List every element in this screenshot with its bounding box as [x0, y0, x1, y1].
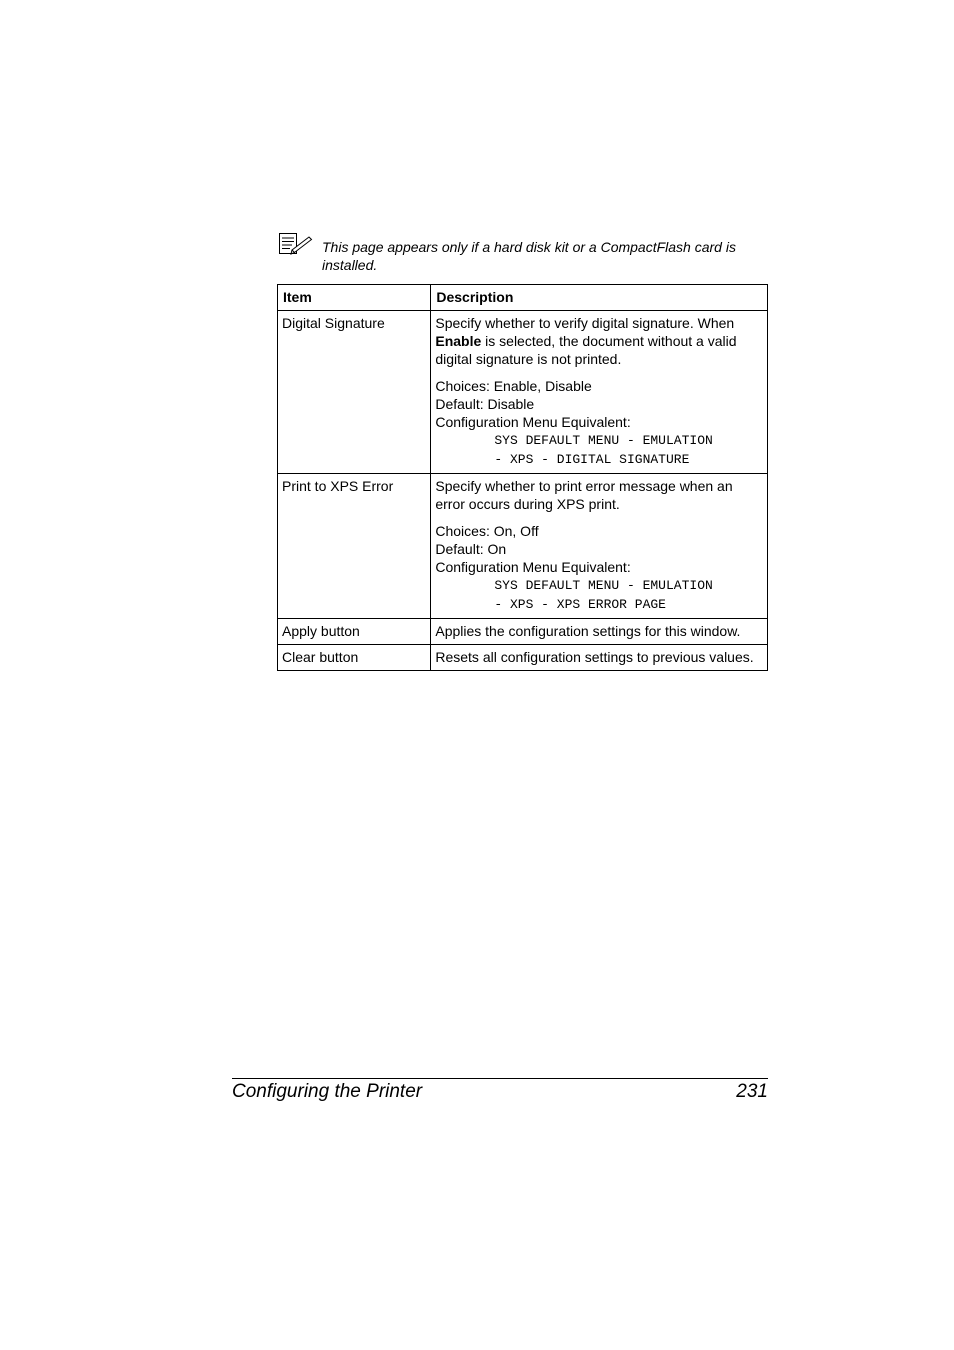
page-number: 231 — [736, 1081, 768, 1102]
table-row — [278, 645, 768, 671]
footer-rule — [232, 1078, 768, 1079]
description-text: Specify whether to verify digital signature. When Enable is selected, the document without a valid digital signature is not printed. — [435, 315, 737, 367]
item-cell: Print to XPS Error — [278, 474, 431, 619]
description-cell — [431, 311, 768, 474]
column-header-item: Item — [278, 285, 431, 311]
default-text: Default: Disable — [435, 396, 535, 412]
table-row — [278, 311, 768, 474]
column-header-description: Description — [431, 285, 768, 311]
footer-title: Configuring the Printer — [232, 1081, 423, 1102]
item-cell: Clear button — [278, 645, 431, 671]
default-text: Default: On — [435, 541, 507, 557]
description-cell: Applies the configuration settings for this window. — [431, 619, 768, 645]
table-row — [278, 474, 768, 619]
table-header-row — [278, 285, 768, 311]
note-text: This page appears only if a hard disk kit or a CompactFlash card is installed. — [322, 239, 736, 273]
config-label: Configuration Menu Equivalent: — [435, 559, 631, 575]
choices-text: Choices: Enable, Disable — [435, 378, 592, 394]
menu-path-line: - XPS - XPS ERROR PAGE — [494, 597, 666, 612]
description-cell — [431, 474, 768, 619]
config-label: Configuration Menu Equivalent: — [435, 414, 631, 430]
menu-path-line: - XPS - DIGITAL SIGNATURE — [494, 452, 690, 467]
menu-path-line: SYS DEFAULT MENU - EMULATION — [494, 433, 713, 448]
table-row — [278, 619, 768, 645]
description-cell: Resets all configuration settings to previous values. — [431, 645, 768, 671]
description-text: Specify whether to print error message when an error occurs during XPS print. — [435, 478, 733, 512]
settings-table — [277, 284, 768, 671]
enable-keyword: Enable — [435, 333, 482, 349]
note-pencil-icon — [278, 232, 314, 256]
item-cell: Digital Signature — [278, 311, 431, 474]
item-cell: Apply button — [278, 619, 431, 645]
choices-text: Choices: On, Off — [435, 523, 539, 539]
menu-path-line: SYS DEFAULT MENU - EMULATION — [494, 578, 713, 593]
